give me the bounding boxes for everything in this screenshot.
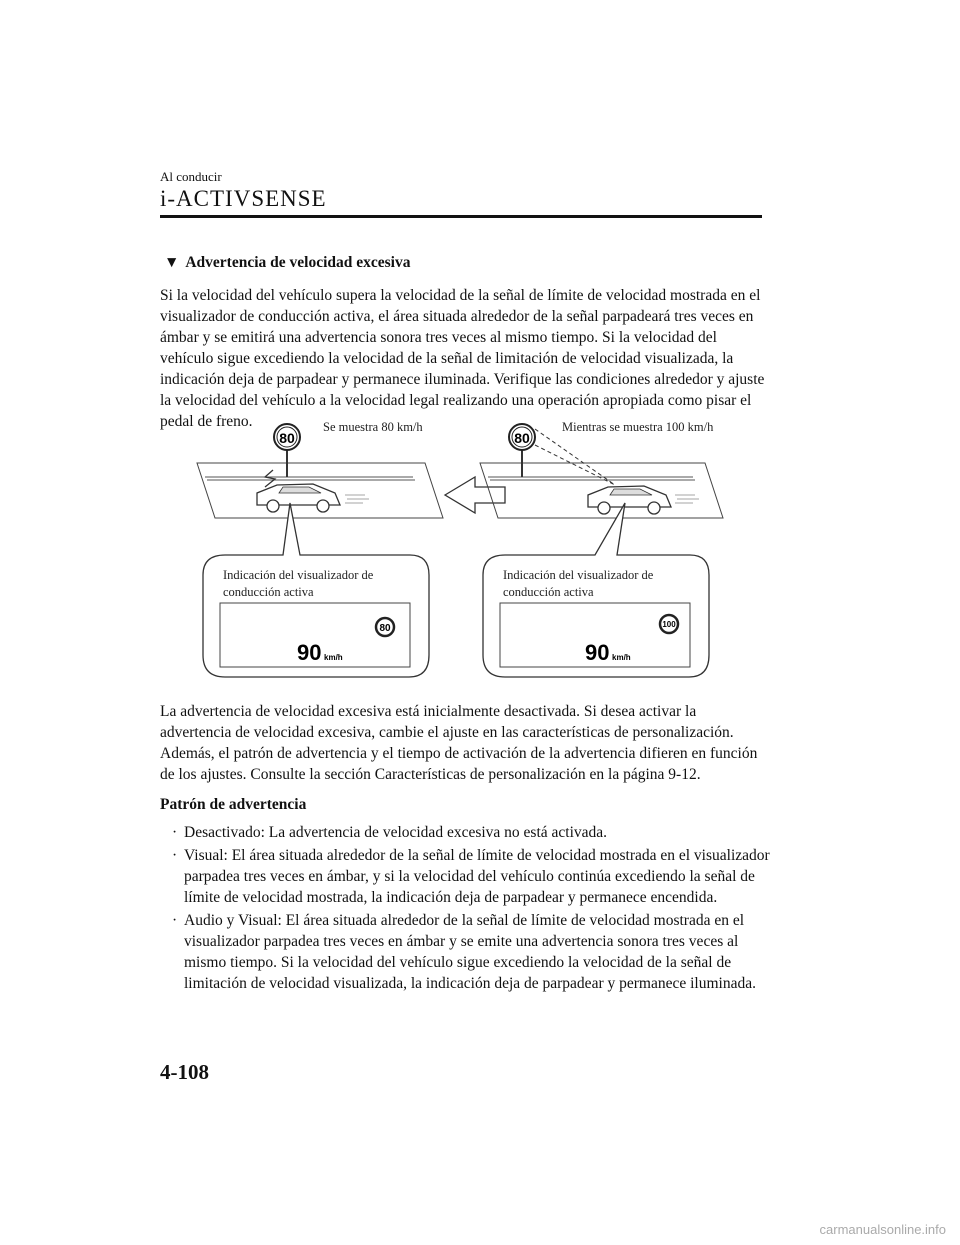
subheading-text: Advertencia de velocidad excesiva — [185, 254, 411, 271]
left-road-scene — [197, 420, 443, 518]
right-display-unit: km/h — [612, 653, 631, 662]
warning-pattern-list — [172, 822, 772, 996]
right-road-scene — [480, 420, 723, 518]
flash-icon — [265, 470, 275, 487]
list-item: · Audio y Visual: El área situada alrededor de la señal de límite de velocidad mostrada en el visualizador parpadea tres veces en ámbar y se emite una advertencia sonora tres veces al mismo tiempo. Si la velocidad del vehículo sigue excediendo la velocidad de la señal de limitación de velocidad visualizada, la indicación deja de parpadear y permanece iluminada. — [172, 910, 772, 994]
right-caption: Mientras se muestra 100 km/h — [562, 420, 714, 434]
title-divider — [160, 215, 762, 218]
left-display-speed: 90 — [297, 640, 322, 665]
chapter-title: i-ACTIVSENSE — [160, 186, 327, 211]
car-icon — [257, 484, 340, 512]
right-callout-label-1: Indicación del visualizador de — [503, 568, 654, 582]
list-item: · Visual: El área situada alrededor de la señal de límite de velocidad mostrada en el visualizador parpadea tres veces en ámbar, y si la velocidad del vehículo continúa excediendo la señal de límite de velocidad mostrada, la indicación deja de parpadear y permanece encendida. — [172, 845, 772, 908]
left-callout-label-2: conducción activa — [223, 585, 314, 599]
right-display-sign-value: 100 — [662, 620, 676, 629]
right-display-callout — [483, 503, 709, 677]
left-display-callout — [203, 503, 429, 677]
left-arrow-icon — [445, 477, 505, 513]
subheading — [164, 254, 410, 272]
watermark: carmanualsonline.info — [819, 1222, 946, 1237]
list-item: · Desactivado: La advertencia de velocidad excesiva no está activada. — [172, 822, 772, 843]
down-triangle-icon: ▼ — [164, 254, 180, 271]
left-display-unit: km/h — [324, 653, 343, 662]
warning-pattern-heading: Patrón de advertencia — [160, 796, 307, 813]
left-caption: Se muestra 80 km/h — [323, 420, 423, 434]
section-label: Al conducir — [160, 169, 222, 184]
right-display-speed: 90 — [585, 640, 610, 665]
page-number: 4-108 — [160, 1060, 209, 1084]
overspeed-warning-illustration — [195, 415, 755, 690]
left-road-sign-value: 80 — [279, 430, 295, 446]
left-display-sign-value: 80 — [379, 623, 391, 634]
right-road-sign-value: 80 — [514, 430, 530, 446]
car-icon — [588, 486, 671, 514]
intro-paragraph: Si la velocidad del vehículo supera la velocidad de la señal de límite de velocidad mostrada en el visualizador de conducción activa, el área situada alrededor de la señal parpadeará tres veces en ámbar y se emitirá una advertencia sonora tres veces al mismo tiempo. Si la velocidad del vehículo sigue excediendo la velocidad de la señal de limitación de velocidad visualizada, la indicación deja de parpadear y permanece iluminada. Verifique las condiciones alrededor y ajuste la velocidad del vehículo a la velocidad legal realizando una operación apropiada como pisar el pedal de freno. — [160, 287, 765, 430]
settings-paragraph: La advertencia de velocidad excesiva está inicialmente desactivada. Si desea activar la advertencia de velocidad excesiva, cambie el ajuste en las características de personalización. Además, el patrón de advertencia y el tiempo de activación de la advertencia difieren en función de los ajustes. Consulte la sección Características de personalización en la página 9-12. — [160, 703, 758, 783]
right-callout-label-2: conducción activa — [503, 585, 594, 599]
left-callout-label-1: Indicación del visualizador de — [223, 568, 374, 582]
